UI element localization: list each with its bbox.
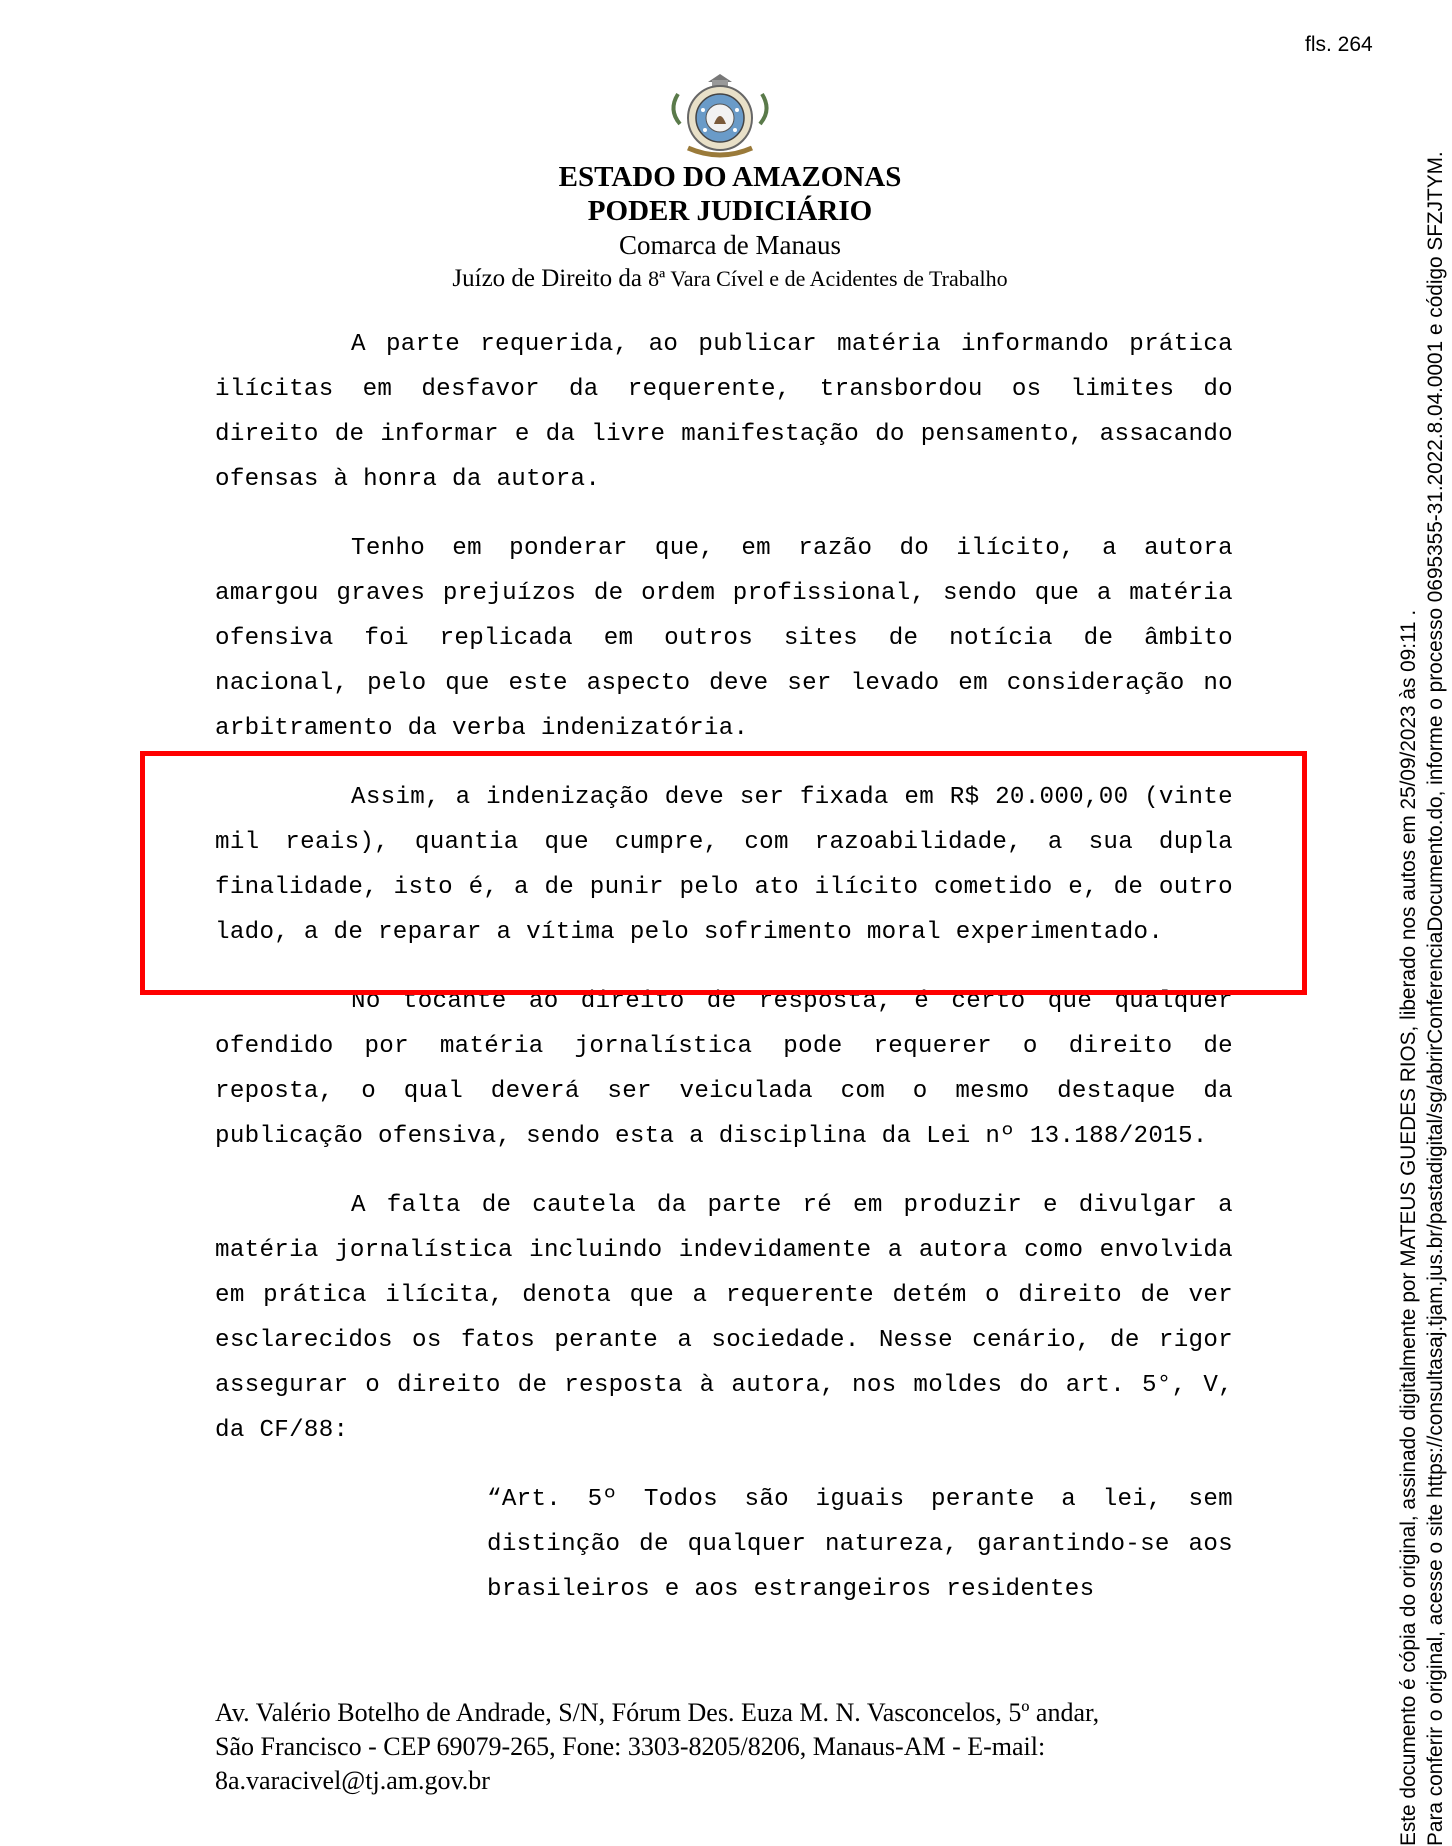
signature-line: Este documento é cópia do original, assinado digitalmente por MATEUS GUEDES RIOS, liberado nos autos em 25/09/2023 às 09:11 . bbox=[1397, 609, 1420, 1846]
header-state: ESTADO DO AMAZONAS bbox=[558, 161, 902, 193]
paragraph: Tenho em ponderar que, em razão do ilícito, a autora amargou graves prejuízos de ordem profissional, sendo que a matéria ofensiva foi replicada em outros sites de notícia de âmbito nacional, pelo que este aspecto deve ser levado em consideração no arbitramento da verba indenizatória. bbox=[215, 535, 1233, 742]
page-number: fls. 264 bbox=[1305, 33, 1373, 56]
header-district: Comarca de Manaus bbox=[619, 230, 841, 260]
header-court bbox=[350, 262, 1110, 296]
header-court-main: Juízo de Direito da bbox=[452, 265, 642, 292]
header-power: PODER JUDICIÁRIO bbox=[587, 195, 873, 227]
paragraph: A parte requerida, ao publicar matéria informando prática ilícitas em desfavor da requerente, transbordou os limites do direito de informar e da livre manifestação do pensamento, assacando ofensas à honra da autora. bbox=[215, 331, 1233, 493]
highlight-box bbox=[140, 751, 1307, 995]
footer-line: São Francisco - CEP 69079-265, Fone: 3303-8205/8206, Manaus-AM - E-mail: bbox=[215, 1732, 1046, 1761]
court-header bbox=[350, 160, 1110, 296]
verification-line: Para conferir o original, acesse o site https://consultasaj.tjam.jus.br/pastadigital/sg/abrirConferenciaDocumento.do, informe o processo 0695355-31.2022.8.04.0001 e código SFZJTYM. bbox=[1424, 151, 1447, 1846]
paragraph: A falta de cautela da parte ré em produzir e divulgar a matéria jornalística incluindo indevidamente a autora como envolvida em prática ilícita, denota que a requerente detém o direito de ver esclarecidos os fatos perante a sociedade. Nesse cenário, de rigor assegurar o direito de resposta à autora, nos moldes do art. 5°, V, da CF/88: bbox=[215, 1192, 1233, 1444]
amazonas-coat-of-arms-icon bbox=[660, 72, 780, 162]
footer-line: Av. Valério Botelho de Andrade, S/N, Fórum Des. Euza M. N. Vasconcelos, 5º andar, bbox=[215, 1698, 1100, 1727]
paragraph-highlighted: Assim, a indenização deve ser fixada em R$ 20.000,00 (vinte mil reais), quantia que cumpre, com razoabilidade, a sua dupla finalidade, isto é, a de punir pelo ato ilícito cometido e, de outro lado, a de reparar a vítima pelo sofrimento moral experimentado. bbox=[215, 784, 1233, 946]
header-court-division: 8ª Vara Cível e de Acidentes de Trabalho bbox=[648, 266, 1008, 291]
footer-email: 8a.varacivel@tj.am.gov.br bbox=[215, 1766, 490, 1795]
digital-signature-note bbox=[1395, 151, 1449, 1846]
paragraph: No tocante ao direito de resposta, é certo que qualquer ofendido por matéria jornalística pode requerer o direito de reposta, o qual deverá ser veiculada com o mesmo destaque da publicação ofensiva, sendo esta a disciplina da Lei nº 13.188/2015. bbox=[215, 988, 1233, 1150]
law-quote: “Art. 5º Todos são iguais perante a lei, sem distinção de qualquer natureza, garantindo-se aos brasileiros e aos estrangeiros residentes bbox=[487, 1486, 1233, 1603]
court-address-footer bbox=[215, 1696, 1215, 1798]
